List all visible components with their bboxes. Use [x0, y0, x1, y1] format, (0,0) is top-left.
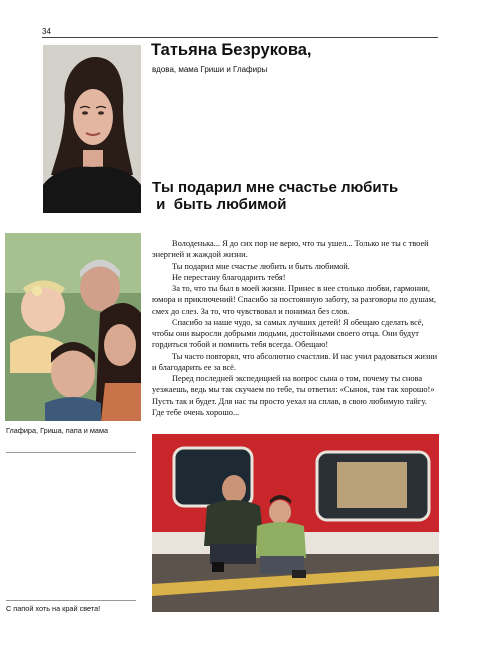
paragraph: Не перестану благодарить тебя!: [172, 272, 286, 282]
paragraph: За то, что ты был в моей жизни. Принес в нее столько любви, гармонии, юмора и приключений! Спасибо за постоянную заботу, за разговоры по душам, смех до слез. За то, что чувствовал и понимал без слов.: [152, 284, 436, 316]
paragraph: Ты часто повторял, что абсолютно счастлив. И нас учил радоваться жизни и благодарить ее за всё.: [152, 351, 438, 372]
top-rule: [42, 37, 438, 38]
article-heading: [152, 179, 398, 213]
paragraph: Ты подарил мне счастье любить и быть любимой.: [172, 261, 350, 271]
heading-line-2: и быть любимой: [152, 196, 287, 213]
caption-rule: [6, 600, 136, 601]
paragraph: Перед последней экспедицией на вопрос сына о том, почему ты снова уезжаешь, ведь мы так скучаем по тебе, ты ответил: «Сынок, там так хорошо!» Пусть так и будет. Для нас ты просто уехал на сплав, в свою любимую тайгу. Где тебе очень хорошо...: [152, 374, 435, 417]
train-photo-caption: С папой хоть на край света!: [6, 604, 101, 613]
train-photo: [152, 434, 439, 612]
caption-rule: [6, 452, 136, 453]
family-photo: [5, 233, 141, 421]
author-name: Татьяна Безрукова,: [151, 41, 312, 59]
family-photo-caption: Глафира, Гриша, папа и мама: [6, 426, 109, 435]
portrait-photo: [43, 45, 141, 213]
paragraph: Володенька... Я до сих пор не верю, что ты ушел... Только не ты с твоей энергией и жаждой жизни.: [152, 239, 429, 260]
author-subtitle: вдова, мама Гриши и Глафиры: [152, 65, 268, 74]
page-number: 34: [42, 27, 51, 36]
letter-body: [152, 238, 440, 418]
heading-line-1: Ты подарил мне счастье любить: [152, 179, 399, 196]
paragraph: Спасибо за наше чудо, за самых лучших детей! Я обещаю сделать всё, чтобы они выросли добрыми людьми, достойными своего отца. Они будут гордиться тобой и помнить тебя всегда. Обещаю!: [152, 317, 424, 350]
